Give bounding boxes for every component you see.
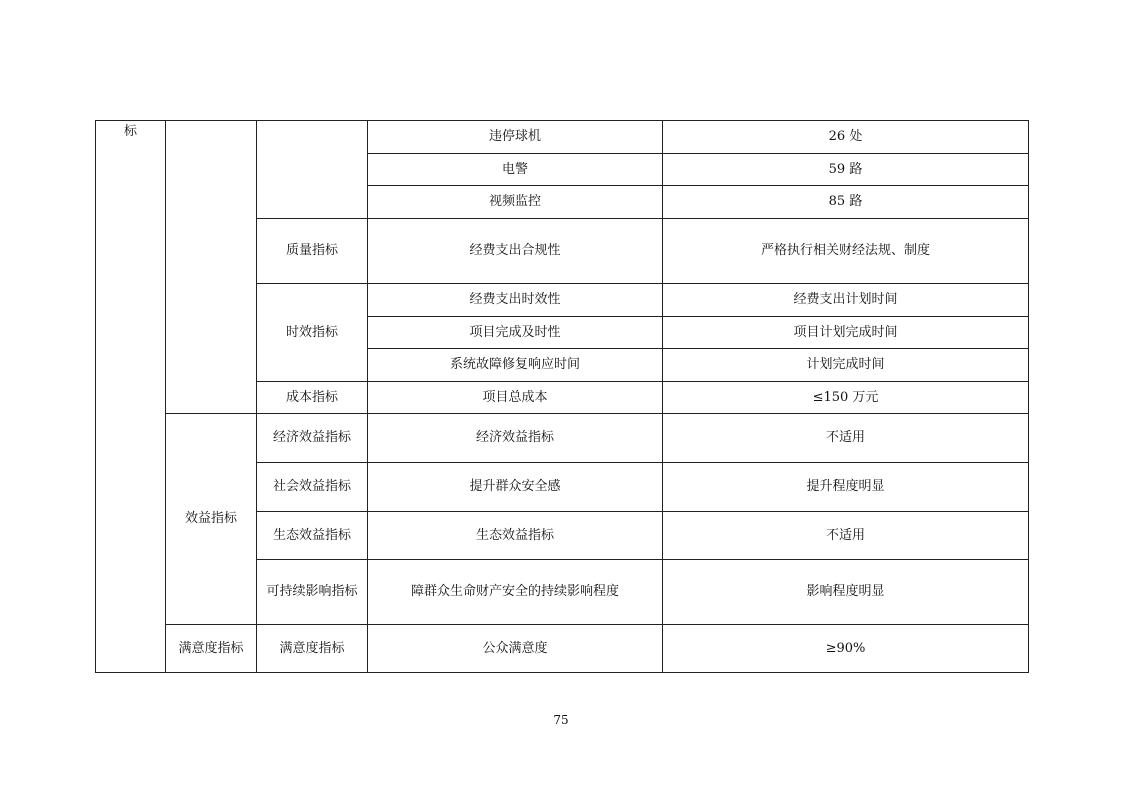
indicator-value-cell: 提升程度明显 [663,463,1029,512]
indicator-item-cell: 系统故障修复响应时间 [368,349,663,382]
indicator-value-cell: ≥90% [663,625,1029,673]
table-row [96,414,1029,463]
indicator-item-cell: 经费支出时效性 [368,284,663,317]
indicator-item-cell: 视频监控 [368,186,663,219]
indicator-item-cell: 障群众生命财产安全的持续影响程度 [368,560,663,625]
indicator-value-cell: ≤150 万元 [663,382,1029,414]
indicator-value-cell: 59 路 [663,154,1029,186]
indicator-item-cell: 提升群众安全感 [368,463,663,512]
level3-indicator-cell: 质量指标 [257,219,368,284]
indicator-item-cell: 项目完成及时性 [368,317,663,349]
indicator-value-cell: 项目计划完成时间 [663,317,1029,349]
indicator-value-cell: 影响程度明显 [663,560,1029,625]
indicator-item-cell: 经济效益指标 [368,414,663,463]
table-row [96,625,1029,673]
page-number: 75 [553,713,569,727]
indicator-value-cell: 经费支出计划时间 [663,284,1029,317]
level3-indicator-cell: 经济效益指标 [257,414,368,463]
indicator-value-cell: 计划完成时间 [663,349,1029,382]
level3-indicator-cell: 生态效益指标 [257,512,368,560]
level2-indicator-cell: 效益指标 [166,414,257,625]
level3-indicator-cell: 满意度指标 [257,625,368,673]
indicator-item-cell: 生态效益指标 [368,512,663,560]
indicator-value-cell: 严格执行相关财经法规、制度 [663,219,1029,284]
indicator-item-cell: 项目总成本 [368,382,663,414]
level3-indicator-cell [257,121,368,219]
table-row [96,121,1029,154]
indicator-value-cell: 不适用 [663,512,1029,560]
level3-indicator-cell: 成本指标 [257,382,368,414]
performance-indicator-table [95,120,1029,673]
level3-indicator-cell: 时效指标 [257,284,368,382]
indicator-item-cell: 违停球机 [368,121,663,154]
level2-indicator-cell: 满意度指标 [166,625,257,673]
indicator-item-cell: 经费支出合规性 [368,219,663,284]
level2-indicator-cell [166,121,257,414]
indicator-item-cell: 公众满意度 [368,625,663,673]
level1-indicator-cell: 标 [96,121,166,673]
level3-indicator-cell: 社会效益指标 [257,463,368,512]
indicator-value-cell: 26 处 [663,121,1029,154]
level3-indicator-cell: 可持续影响指标 [257,560,368,625]
indicator-value-cell: 不适用 [663,414,1029,463]
indicator-value-cell: 85 路 [663,186,1029,219]
indicator-item-cell: 电警 [368,154,663,186]
